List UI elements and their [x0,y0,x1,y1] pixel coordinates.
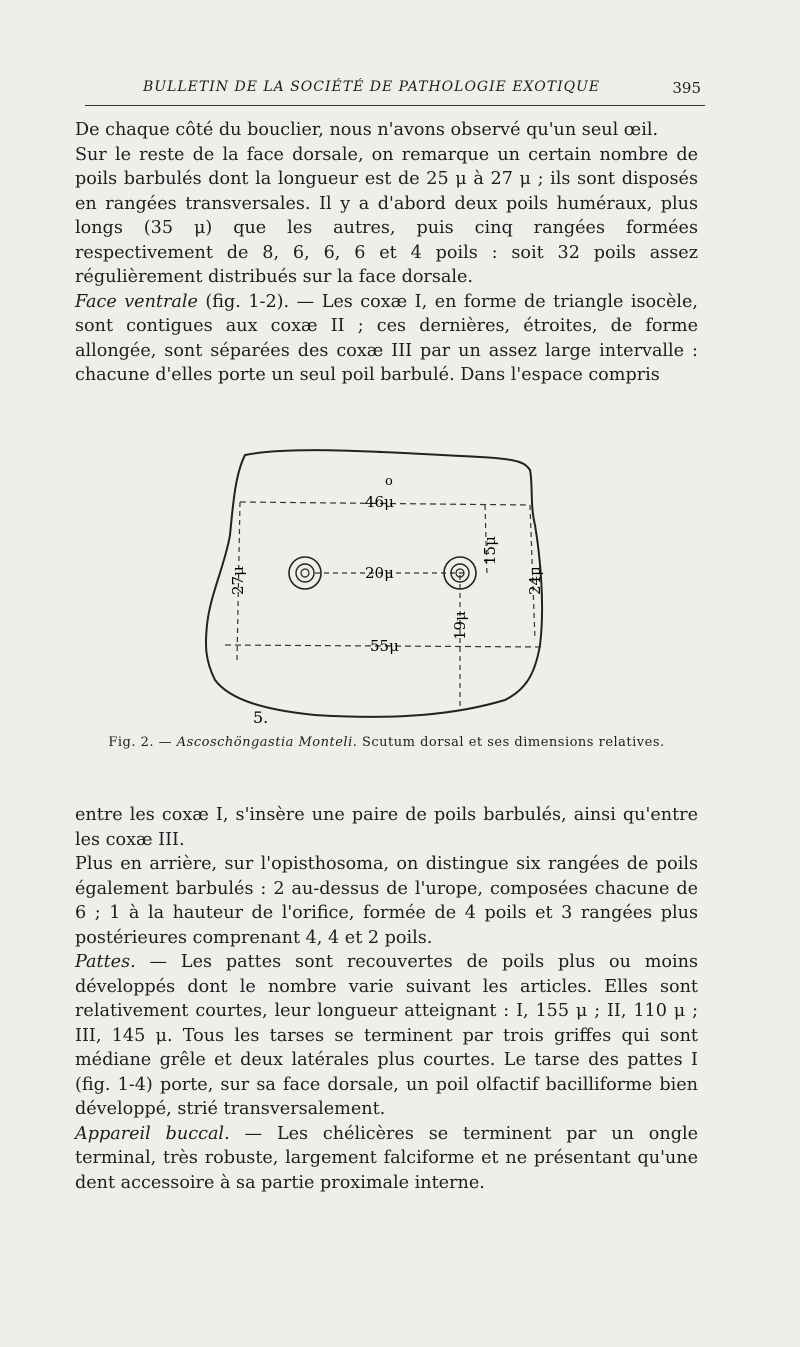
figure-caption [75,735,698,750]
label-20: 20μ [365,564,394,582]
page-number: 395 [672,79,701,97]
caption-species: Ascoschöngastia Monteli [176,735,353,750]
caption-rest: . Scutum dorsal et ses dimensions relatives. [352,735,665,750]
text-block-bottom [75,803,698,1195]
scutum-outline [206,450,542,717]
scutum-diagram [195,445,565,725]
figure-scutum [195,445,565,725]
label-5: 5. [253,708,269,725]
running-title: BULLETIN DE LA SOCIÉTÉ DE PATHOLOGIE EXOTIQUE [143,79,601,95]
paragraph: Plus en arrière, sur l'opisthosoma, on distingue six rangées de poils également barbulés : 2 au-dessus de l'urope, composées chacune de 6 ; 1 à la hauteur de l'orifice, formée de 4 poils et 3 rangées plus postérieures comprenant 4, 4 et 2 poils. [75,854,698,948]
paragraph [75,1122,698,1196]
label-24: 24μ [526,566,544,595]
paragraph [75,950,698,1122]
caption-prefix: Fig. 2. — [108,735,177,750]
paragraph-body: — Les chélicères se terminent par un ongle terminal, très robuste, largement falciforme et ne présentant qu'une dent accessoire à sa partie proximale interne. [75,1123,698,1193]
section-title-pattes: Pattes. [75,952,136,972]
paragraph [75,290,698,388]
label-15: 15μ [481,536,499,565]
text-block-top [75,118,698,388]
label-55: 55μ [370,637,399,655]
paragraph: De chaque côté du bouclier, nous n'avons observé qu'un seul œil. [75,120,659,140]
paragraph: entre les coxæ I, s'insère une paire de poils barbulés, ainsi qu'entre les coxæ III. [75,805,698,850]
label-19: 19μ [451,611,469,640]
label-46: 46μ [365,493,394,511]
section-title-appareil-buccal: Appareil buccal. [75,1123,230,1144]
label-27: 27μ [229,566,247,595]
paragraph-body: (fig. 1-2). — Les coxæ I, en forme de triangle isocèle, sont contigues aux coxæ II ; ces dernières, étroites, de forme allongée, sont séparées des coxæ III par un assez large intervalle : chacune d'elles porte un seul poil barbulé. Dans l'espace compris [75,291,698,385]
paragraph-body: — Les pattes sont recouvertes de poils plus ou moins développés dont le nombre varie suivant les articles. Elles sont relativement courtes, leur longueur atteignant : I, 155 μ ; II, 110 μ ; III, 145 μ. Tous les tarses se terminent par trois griffes qui sont médiane grêle et deux latérales plus courtes. Le tarse des pattes I (fig. 1-4) porte, sur sa face dorsale, un poil olfactif bacilliforme bien développé, strié transversalement. [75,952,698,1119]
section-title-face-ventrale: Face ventrale [75,291,198,312]
paragraph: Sur le reste de la face dorsale, on remarque un certain nombre de poils barbulés dont la longueur est de 25 μ à 27 μ ; ils sont disposés en rangées transversales. Il y a d'abord deux poils huméraux, plus longs (35 μ) que les autres, puis cinq rangées formées respectivement de 8, 6, 6, 6 et 4 poils : soit 32 poils assez régulièrement distribués sur la face dorsale. [75,144,698,287]
page-header [85,75,705,106]
label-o: o [385,474,393,489]
